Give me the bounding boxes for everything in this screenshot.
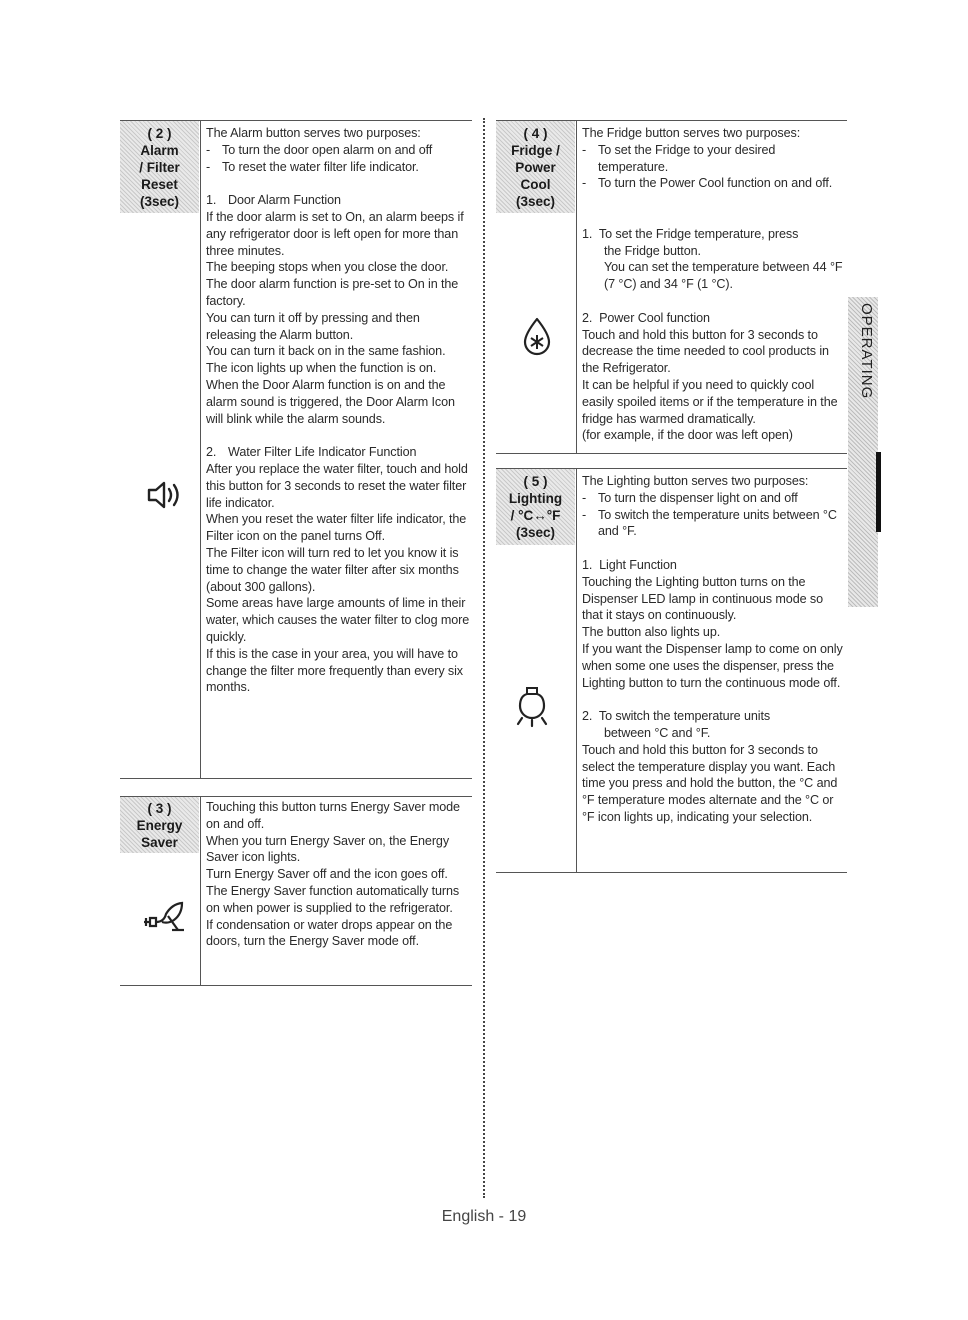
bullet-text: To reset the water filter life indicator. [222,159,419,174]
section-bottom-rule [120,778,472,779]
bullet-text: To turn the door open alarm on and off [222,142,433,157]
label-line: ( 4 ) [523,125,548,141]
list-item: - To set the Fridge to your desired temperature. [582,142,846,176]
list-item: - To turn the door open alarm on and off [206,142,433,157]
list-item: - To turn the dispenser light on and off [582,490,798,505]
lighting-label [496,469,575,545]
item-title: Door Alarm Function [228,193,341,208]
power-cool-drop-icon [521,316,553,356]
alarm-description [206,125,472,696]
speaker-sound-icon [146,479,184,511]
item-heading: 2. To switch the temperature units [582,709,771,724]
side-tab-marker [876,452,881,532]
fridge-description [582,125,846,444]
section-inner-rule [576,469,577,872]
item-body: between °C and °F. [604,725,711,740]
section-bottom-rule [496,453,847,454]
label-line: Lighting [508,491,563,506]
bullet-text: To turn the dispenser light on and off [598,490,798,505]
label-line: Power [515,159,556,175]
fridge-power-cool-label [496,121,575,213]
section-bottom-rule [496,872,847,873]
alarm-filter-label [120,121,199,213]
item-body: Touch and hold this button for 3 seconds to select the temperature display you want. Each time you press and hold the button, the °C and °F temperature modes alternate and the °C or °F icon lights up, indicating your selection. [582,742,838,824]
label-line: Energy [136,817,183,833]
light-bulb-icon [512,684,552,730]
label-line: Alarm [140,142,179,158]
label-line: Saver [141,834,178,850]
item-body: Touch and hold this button for 3 seconds to decrease the time needed to cool products in the Refrigerator. It can be helpful if you need to quickly cool easily spoiled items or if the temperature in the fridge has warmed dramatically. (for example, if the door was left open) [582,327,838,443]
item-heading: 1. To set the Fridge temperature, press [582,226,799,241]
item-title: Water Filter Life Indicator Function [228,445,417,460]
label-line: / Filter [139,159,180,175]
section-bottom-rule [120,985,472,986]
lighting-description [582,473,846,826]
list-item: - To switch the temperature units between °C and °F. [582,507,846,541]
label-line: ( 2 ) [147,125,172,141]
label-line: Reset [141,176,178,192]
lighting-intro: The Lighting button serves two purposes: [582,474,809,488]
energy-saver-label [120,797,199,853]
label-line: (3sec) [515,193,556,209]
item-body: the Fridge button. You can set the temperature between 44 °F (7 °C) and 34 °F (1 °C). [604,243,843,292]
label-line: Cool [520,176,551,192]
item-heading [206,444,472,461]
list-item: - To turn the Power Cool function on and off. [582,176,833,191]
item-heading: 1. Light Function [582,557,677,572]
label-line: Fridge / [511,142,560,158]
label-line: ( 3 ) [147,800,172,816]
side-tab-label: OPERATING [858,303,875,400]
item-body: After you replace the water filter, touch and hold this button for 3 seconds to reset the water filter life indicator. When you reset the water filter life indicator, the Filter icon on the panel turns Off. The Filter icon will turn red to let you know it is time to change the water filter after six months (about 300 gallons). Some areas have large amounts of lime in their water, which causes the water filter to clog more quickly. If this is the case in your area, you will have to change the filter more frequently than every six months. [206,461,470,695]
section-inner-rule [576,121,577,453]
bullet-text: To set the Fridge to your desired temperature. [598,142,776,174]
fridge-intro: The Fridge button serves two purposes: [582,126,801,140]
section-inner-rule [200,121,201,778]
item-heading: 2. Power Cool function [582,310,710,325]
energy-saver-body: Touching this button turns Energy Saver mode on and off. When you turn Energy Saver on, the Energy Saver icon lights. Turn Energy Saver off and the icon goes off. The Energy Saver function automatically turns on when power is supplied to the refrigerator. If condensation or water drops appear on the doors, turn the Energy Saver mode off. [206,800,460,949]
operating-side-tab [848,297,878,607]
bullet-text: To turn the Power Cool function on and off. [598,176,833,191]
label-line: ( 5 ) [523,474,548,489]
alarm-intro: The Alarm button serves two purposes: [206,126,421,140]
column-divider [483,118,485,1198]
energy-saver-description [206,799,472,950]
section-inner-rule [200,797,201,985]
item-heading [206,192,472,209]
label-line: (3sec) [515,525,556,540]
bullet-text: To switch the temperature units between °C and °F. [598,507,837,539]
list-item: - To reset the water filter life indicator. [206,159,419,174]
item-number: 2. [206,445,217,460]
energy-plug-leaf-icon [142,900,186,934]
item-body: Touching the Lighting button turns on the Dispenser LED lamp in continuous mode so that it stays on continuously. The button also lights up. If you want the Dispenser lamp to come on only when some one uses the dispenser, press the Lighting button to turn the continuous mode off. [582,574,843,690]
label-line: (3sec) [139,193,180,209]
item-body: If the door alarm is set to On, an alarm beeps if any refrigerator door is left open for more than three minutes. The beeping stops when you close the door. The door alarm function is pre-set to On in the factory. You can turn it off by pressing and then releasing the Alarm button. You can turn it back on in the same fashion. The icon lights up when the function is on. When the Door Alarm function is on and the alarm sound is triggered, the Door Alarm Icon will blink while the alarm sounds. [206,209,464,426]
item-number: 1. [206,193,217,208]
page-footer: English - 19 [441,1208,527,1225]
label-line: / °C↔°F [510,508,561,523]
